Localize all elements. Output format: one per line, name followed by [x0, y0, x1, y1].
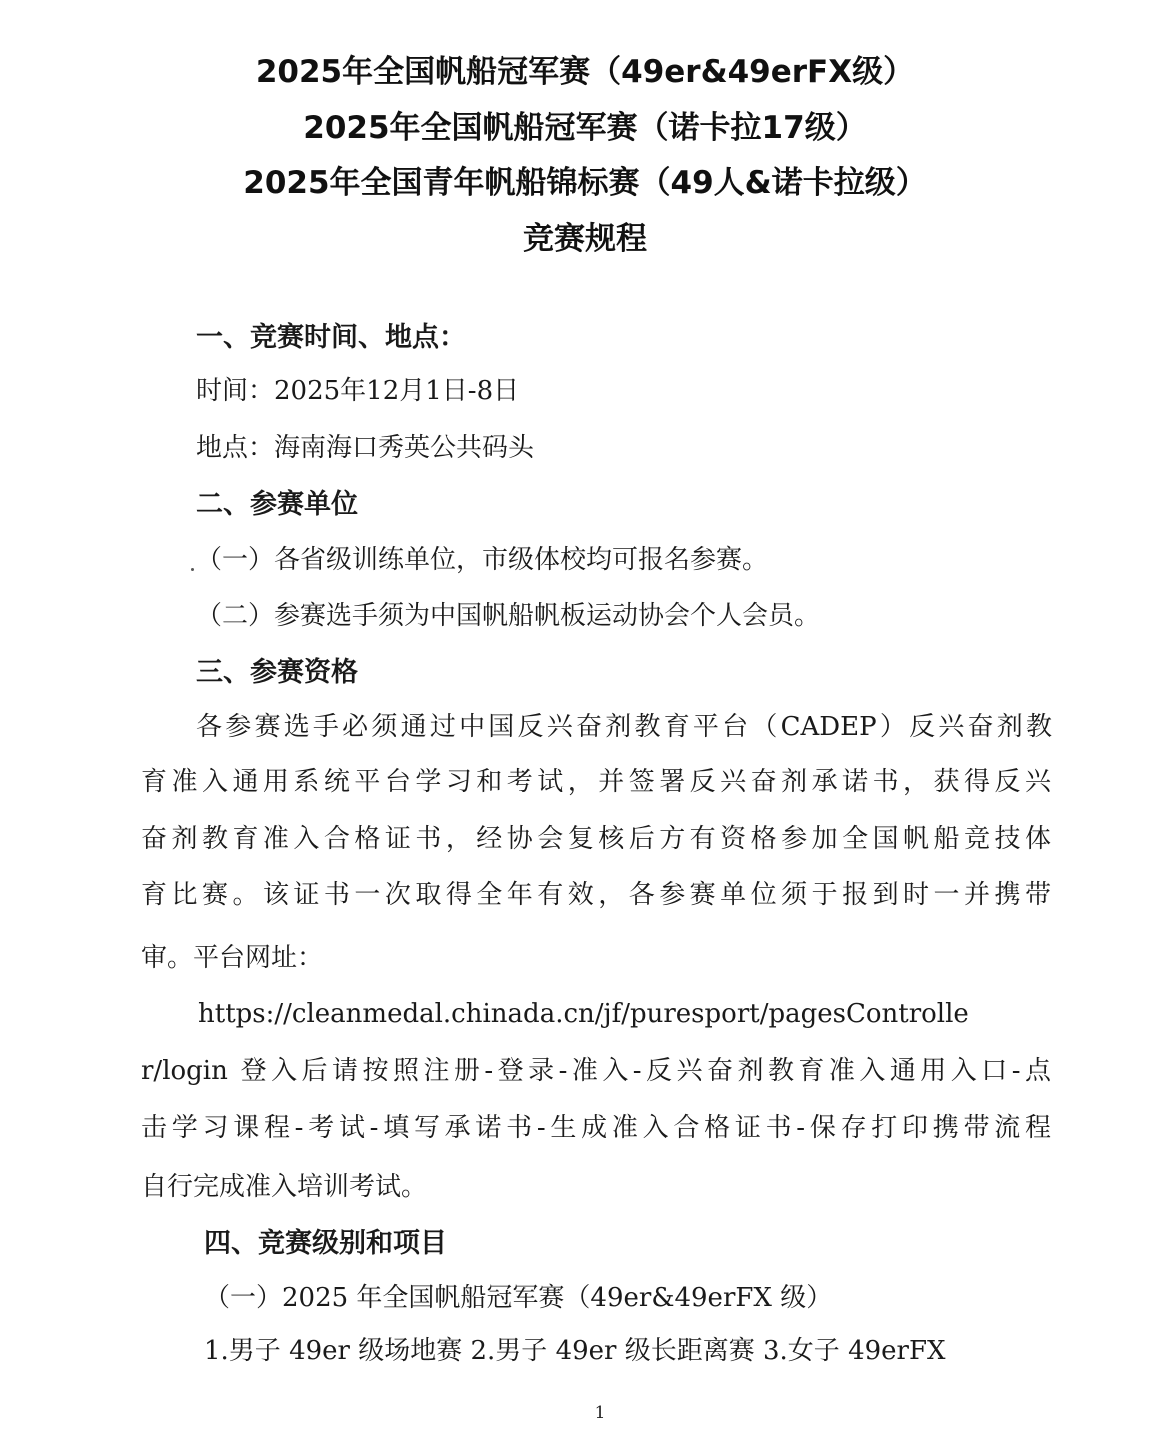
section-4-subheading-1: （一）2025 年全国帆船冠军赛（49er&49erFX 级）: [204, 1283, 833, 1313]
section-3-paragraph-line: 育比赛。该证书一次取得全年有效，各参赛单位须于报到时一并携带: [141, 880, 1051, 910]
event-place: 地点：海南海口秀英公共码头: [196, 433, 535, 463]
section-2-item-2: （二）参赛选手须为中国帆船帆板运动协会个人会员。: [196, 601, 821, 631]
section-2-item-1: （一）各省级训练单位，市级体校均可报名参赛。: [196, 545, 769, 575]
section-3-heading: 三、参赛资格: [196, 657, 358, 688]
section-4-event-list: 1.男子 49er 级场地赛 2.男子 49er 级长距离赛 3.女子 49erFX: [204, 1336, 946, 1366]
section-3-paragraph-line: 自行完成准入培训考试。: [141, 1172, 428, 1202]
section-3-paragraph-line: 奋剂教育准入合格证书，经协会复核后方有资格参加全国帆船竞技体: [141, 824, 1051, 854]
document-title-line-4: 竞赛规程: [523, 221, 647, 257]
document-title-line-2: 2025年全国帆船冠军赛（诺卡拉17级）: [303, 110, 867, 146]
section-3-paragraph-line: 审。平台网址：: [141, 943, 324, 973]
scan-dot: [191, 568, 194, 571]
section-2-heading: 二、参赛单位: [196, 489, 358, 520]
platform-url-line: https://cleanmedal.chinada.cn/jf/puresport/pagesControlle: [198, 999, 969, 1029]
section-3-paragraph-line: 各参赛选手必须通过中国反兴奋剂教育平台（CADEP）反兴奋剂教: [196, 712, 1052, 742]
document-title-line-3: 2025年全国青年帆船锦标赛（49人&诺卡拉级）: [243, 165, 927, 201]
section-4-heading: 四、竞赛级别和项目: [204, 1228, 447, 1259]
section-3-paragraph-line: r/login 登入后请按照注册-登录-准入-反兴奋剂教育准入通用入口-点: [141, 1056, 1051, 1086]
section-3-paragraph-line: 击学习课程-考试-填写承诺书-生成准入合格证书-保存打印携带流程: [141, 1113, 1051, 1143]
section-1-heading: 一、竞赛时间、地点：: [196, 322, 466, 353]
event-time: 时间：2025年12月1日-8日: [196, 376, 520, 406]
section-3-paragraph-line: 育准入通用系统平台学习和考试，并签署反兴奋剂承诺书，获得反兴: [141, 767, 1051, 797]
document-title-line-1: 2025年全国帆船冠军赛（49er&49erFX级）: [255, 54, 915, 90]
page-number: 1: [594, 1403, 606, 1423]
